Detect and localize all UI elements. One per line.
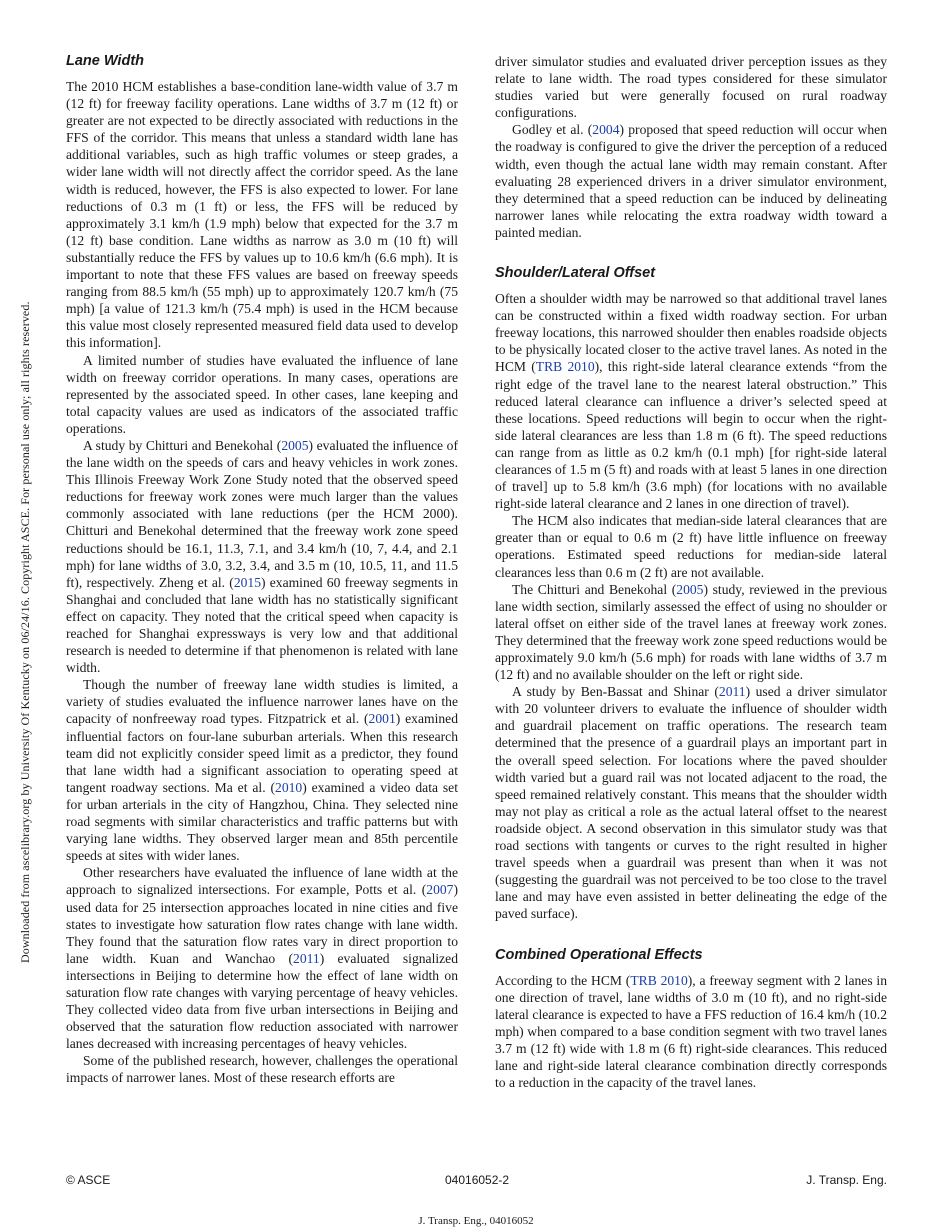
paragraph: driver simulator studies and evaluated driver perception issues as they relate to lane width. The road types considered for these simulator studies varied but were generally focused on rural roadway configurations. <box>495 54 887 121</box>
paragraph: A study by Chitturi and Benekohal (2005) evaluated the influence of the lane width on the speeds of cars and heavy vehicles in work zones. This Illinois Freeway Work Zone Study noted that the observed speed reductions for freeway work zones were much larger than the values commonly associated with lane reductions (per the HCM 2000). Chitturi and Benekohal determined that the freeway work zone speed reductions should be 16.1, 11.3, 7.1, and 3.4 km/h (10, 7, 4.4, and 2.1 mph) for lane widths of 3.0, 3.2, 3.4, and 3.5 m (10, 10.5, 11, and 11.5 ft), respectively. Zheng et al. (2015) examined 60 freeway segments in Shanghai and concluded that lane width has no statistically significant effect on capacity. They noted that the critical speed when capacity is reached for Shanghai expressways is very low and that additional research is needed to determine if that phenomenon is related with lane width. <box>66 437 459 676</box>
section-heading-lane-width: Lane Width <box>66 53 145 69</box>
paragraph: A limited number of studies have evaluated the influence of lane width on freeway corridor operations. In many cases, operations are represented by the associated speed. In other cases, lane keeping and total capacity values are used as indicators of the associated traffic operations. <box>66 352 458 436</box>
left-column <box>66 53 458 1087</box>
page-footer <box>66 1173 887 1189</box>
paragraph: Godley et al. (2004) proposed that speed reduction will occur when the roadway is configured to give the driver the perception of a reduced width, even though the actual lane width may remain constant. After evaluating 28 experienced drivers in a driver simulator environment, they determined that a speed reduction can be induced by delineating narrower lanes while relocating the extra roadway width toward a painted median. <box>495 122 887 240</box>
paragraph: The Chitturi and Benekohal (2005) study, reviewed in the previous lane width section, similarly assessed the effect of using no shoulder or lateral offset on either side of the travel lanes at freeway work zones. They determined that the freeway work zone speed reductions would be approximately 9.0 km/h (5.6 mph) for roads with lane widths of 3.7 m (12 ft) and no available shoulder on the left or right side. <box>495 581 887 683</box>
citation-link[interactable]: 2010 <box>275 779 303 795</box>
download-notice: Downloaded from ascelibrary.org by University Of Kentucky on 06/24/16. Copyright ASCE. For personal use only; all rights reserved. <box>18 301 32 963</box>
section-heading-combined: Combined Operational Effects <box>495 946 703 963</box>
citation-link[interactable]: 2005 <box>281 437 309 453</box>
bottom-citation: J. Transp. Eng., 04016052 <box>418 1215 534 1227</box>
paragraph: A study by Ben-Bassat and Shinar (2011) used a driver simulator with 20 volunteer drivers to evaluate the influence of shoulder width and guardrail placement on traffic operations. The research team determined that the presence of a guardrail plays an important part in the overall speed selection. For locations where the paved shoulder width varied but a guard rail was not located adjacent to the road, the speed remained relatively constant. This means that the shoulder width may not play as critical a role as the actual lateral offset to the nearest roadside object. A second observation in this simulator study was that road sections with tangents or curves to the right resulted in higher travel speeds when a guardrail was present than when it was not (suggesting the guardrail was not perceived to be too close to the travel lane and may have even assisted in better delineating the edge of the paved surface). <box>495 684 887 922</box>
footer-page-number: 04016052-2 <box>445 1173 510 1187</box>
footer-journal: J. Transp. Eng. <box>806 1173 887 1187</box>
citation-link[interactable]: 2004 <box>592 122 620 138</box>
paragraph: Though the number of freeway lane width studies is limited, a variety of studies evaluated the influence narrower lanes have on the capacity of nonfreeway road types. Fitzpatrick et al. (2001) examined influential factors on four-lane suburban arterials. When this research team did not explicitly consider speed limit as a predictor, they found that lane width had a significant association to operating speed at tangent roadway sections. Ma et al. (2010) examined a video data set for urban arterials in the city of Hangzhou, China. They selected nine road segments with similar characteristics and traffic patterns but with varying lane widths. They observed larger mean and 85th percentile speeds at sites with wider lanes. <box>66 677 458 864</box>
paragraph: According to the HCM (TRB 2010), a freeway segment with 2 lanes in one direction of travel, lane widths of 3.0 m (10 ft), and no right-side lateral clearance is expected to have a FFS reduction of 16.4 km/h (10.2 mph) when compared to a base condition segment with two travel lanes 3.7 m (12 ft) wide with 1.8 m (6 ft) right-side clearances. This reduced lane and right-side lateral clearance combination directly corresponds to a reduction in the capacity of the travel lanes. <box>495 972 887 1091</box>
section-heading-shoulder: Shoulder/Lateral Offset <box>495 265 656 282</box>
paragraph: The 2010 HCM establishes a base-condition lane-width value of 3.7 m (12 ft) for freeway facility operations. Lane widths of 3.7 m (12 ft) or greater are not expected to be directly associated with reductions in the FFS of the corridor. This means that unless a standard width lane has additional variables, such as high traffic volumes or steep grades, a wider lane width will not directly affect the corridor speed. As the lane width is reduced, however, the FFS is also expected to lower. For lane reductions of 0.3 m (1 ft) or less, the FFS will be reduced by approximately 3.1 km/h (1.9 mph) below that expected for the 3.7 m (12 ft) base condition. Lane widths as narrow as 3.0 m (10 ft) will substantially reduce the FFS by values up to 10.6 km/h (6.6 mph). It is important to note that these FFS values are based on freeway speeds ranging from 88.5 km/h (55 mph) up to approximately 120.7 km/h (75 mph) [a value of 121.3 km/h (75.4 mph) is used in the HCM because this value most closely represented measured field data used to develop this information]. <box>66 79 458 351</box>
citation-link[interactable]: 2011 <box>293 950 320 966</box>
paragraph: Often a shoulder width may be narrowed so that additional travel lanes can be constructed within a fixed width roadway section. For urban freeway locations, this narrowed shoulder then enables roadside objects to be physically located closer to the active travel lanes. As noted in the HCM (TRB 2010), this right-side lateral clearance extends “from the right edge of the travel lane to the nearest lateral obstruction.” This reduced lateral clearance can influence a driver’s selected speed at these locations. Speed reductions will begin to occur when the right-side lateral clearances are less than 1.8 m (6 ft). The speed reductions can range from as little as 0.2 km/h (0.1 mph) [for right-side lateral clearances of 1.5 m (5 ft) and roads with at least 5 lanes in one direction of travel] up to 5.8 km/h (3.6 mph) (for locations with no available right-side lateral clearance and 2 lanes in one direction of travel). <box>495 291 887 512</box>
paragraph: Some of the published research, however, challenges the operational impacts of narrower lanes. Most of these research efforts are <box>66 1053 458 1086</box>
citation-link[interactable]: 2011 <box>718 684 746 700</box>
section-shoulder-lateral-offset <box>495 265 887 922</box>
citation-link[interactable]: 2015 <box>233 574 261 590</box>
citation-link[interactable]: 2007 <box>426 882 454 898</box>
paragraph: Other researchers have evaluated the influence of lane width at the approach to signalized intersections. For example, Potts et al. (2007) used data for 25 intersection approaches located in nine cities and five states to investigate how saturation flow rates change with lane width. They found that the saturation flow rates vary in direct proportion to lane width. Kuan and Wanchao (2011) evaluated signalized intersections in Beijing to determine how the effect of lane width on saturation flow rate changes with varying percentage of heavy vehicles. They collected video data from five urban intersections in Beijing and observed that the saturation flow reduction associated with narrower lanes decreased with increasing percentages of heavy vehicles. <box>66 865 458 1052</box>
right-column <box>495 53 887 1091</box>
citation-link[interactable]: 2001 <box>368 711 396 727</box>
citation-link[interactable]: 2005 <box>676 581 704 597</box>
citation-link[interactable]: TRB 2010 <box>630 972 688 988</box>
paragraph: The HCM also indicates that median-side lateral clearances that are greater than or equal to 0.6 m (2 ft) have little influence on freeway operations. Estimated speed reductions for median-side lateral clearances less than 0.6 m (2 ft) are not available. <box>495 513 887 580</box>
citation-link[interactable]: TRB 2010 <box>535 359 595 375</box>
section-combined-effects <box>495 947 887 1092</box>
footer-copyright: © ASCE <box>66 1173 111 1187</box>
